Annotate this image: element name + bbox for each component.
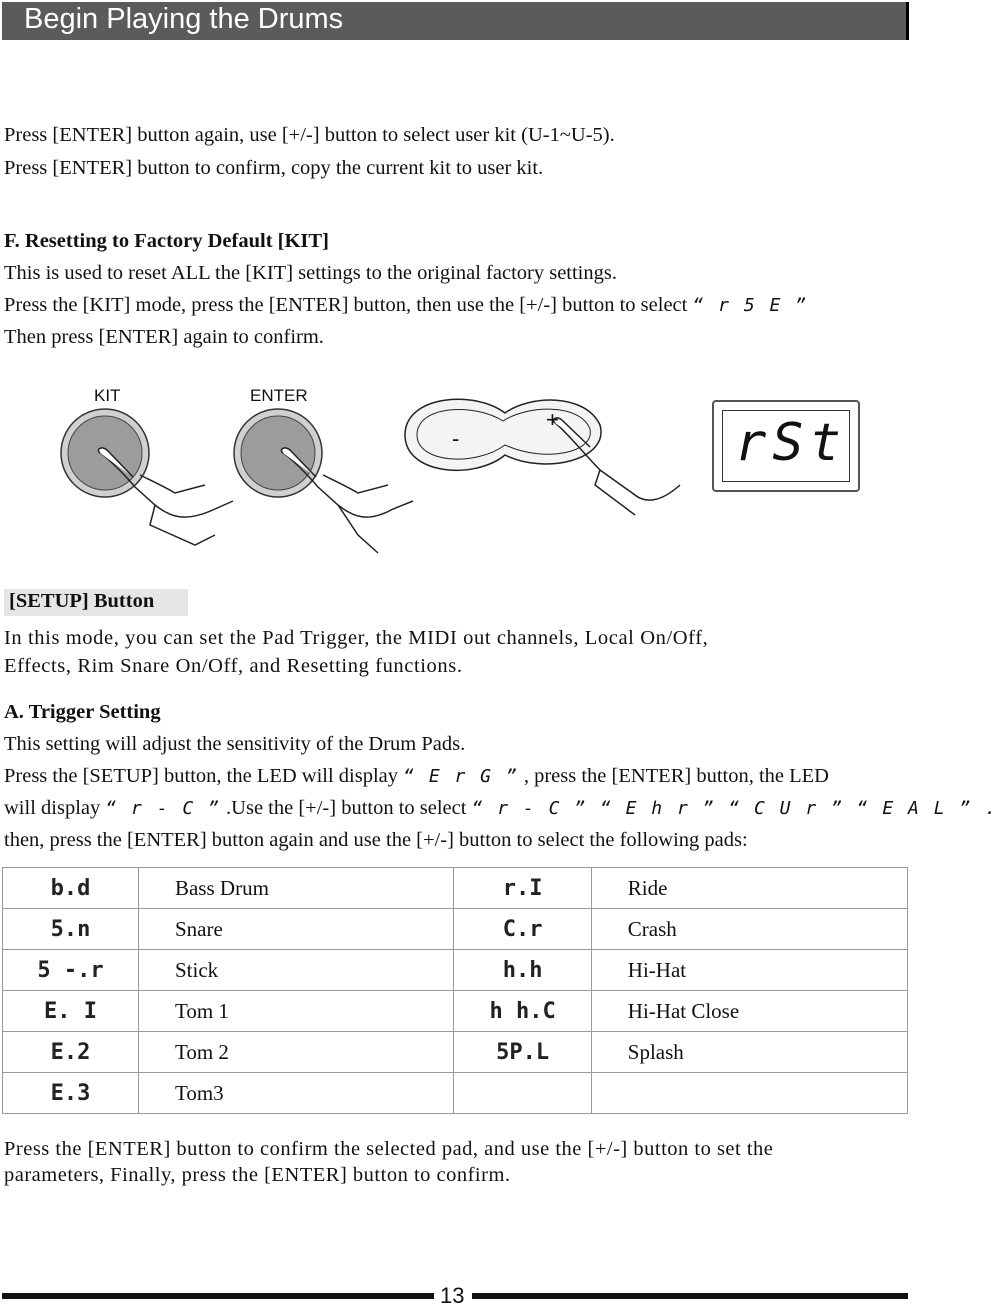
plus-minus-button-illustration [395,385,695,535]
pad-name: Snare [138,909,453,950]
header-bar [2,2,909,40]
pad-name: Tom 1 [138,991,453,1032]
closing-line-2: parameters, Finally, press the [ENTER] button to confirm. [4,1164,511,1186]
pad-name: Tom3 [138,1073,453,1114]
pad-name: Splash [591,1032,907,1073]
led-text-rst: “ r 5 E ” [692,295,809,316]
pad-code: E. I [3,991,139,1032]
pad-name: Bass Drum [138,868,453,909]
setup-section-tag [4,589,188,616]
plus-label: + [546,407,559,432]
enter-label: ENTER [250,386,308,405]
led-text-options: “ r - C ” “ E h r ” “ C U r ” “ E A L ” . [471,798,998,819]
pad-code: 5 -.r [3,950,139,991]
section-f-heading: F. Resetting to Factory Default [KIT] [4,230,329,252]
page-title: Begin Playing the Drums [24,3,344,35]
led-text-rc: “ r - C ” [105,798,221,819]
kit-label: KIT [94,386,121,405]
section-a-line-2 [4,765,829,788]
setup-desc-1: In this mode, you can set the Pad Trigger, the MIDI out channels, Local On/Off, [4,627,709,649]
intro-line-1: Press [ENTER] button again, use [+/-] button to select user kit (U-1~U-5). [4,124,615,146]
pad-code: 5.n [3,909,139,950]
led-display [712,400,860,492]
page-number: 13 [440,1283,465,1308]
section-a-line-2-text-a: Press the [SETUP] button, the LED will display [4,765,399,787]
table-row [3,950,908,991]
footer-rule-left [2,1293,434,1299]
pad-name [591,1073,907,1114]
pad-name: Stick [138,950,453,991]
pad-code: h.h [454,950,591,991]
section-f-line-3: Then press [ENTER] again to confirm. [4,326,324,348]
closing-line-1: Press the [ENTER] button to confirm the selected pad, and use the [+/-] button to set the [4,1138,774,1160]
setup-section-title: [SETUP] Button [9,590,155,612]
setup-desc-2: Effects, Rim Snare On/Off, and Resetting functions. [4,655,463,677]
pad-code: r.I [454,868,591,909]
pad-code: C.r [454,909,591,950]
footer-rule-right [472,1293,908,1299]
pad-code: h h.C [454,991,591,1032]
section-a-line-4: then, press the [ENTER] button again and use the [+/-] button to select the following pads: [4,829,748,851]
pad-table [2,867,908,1114]
section-f-line-1: This is used to reset ALL the [KIT] settings to the original factory settings. [4,262,617,284]
pad-code: E.2 [3,1032,139,1073]
minus-label: - [452,426,460,451]
pad-name: Ride [591,868,907,909]
pad-code: 5P.L [454,1032,591,1073]
led-display-inner [722,410,850,482]
section-f-line-2 [4,294,808,317]
table-row [3,909,908,950]
section-a-line-1: This setting will adjust the sensitivity of the Drum Pads. [4,733,466,755]
intro-line-2: Press [ENTER] button to confirm, copy the current kit to user kit. [4,157,544,179]
led-display-text: rSt [735,413,847,473]
led-text-trg: “ E r G ” [403,766,519,787]
pad-code: E.3 [3,1073,139,1114]
table-row [3,868,908,909]
pad-name: Hi-Hat Close [591,991,907,1032]
pad-name: Hi-Hat [591,950,907,991]
pad-code: b.d [3,868,139,909]
section-a-line-3 [4,797,998,820]
pad-name: Tom 2 [138,1032,453,1073]
table-row [3,1073,908,1114]
pad-name: Crash [591,909,907,950]
table-row [3,1032,908,1073]
section-a-heading: A. Trigger Setting [4,701,161,723]
table-row [3,991,908,1032]
section-a-line-3-text-a: will display [4,797,101,819]
section-f-line-2-text: Press the [KIT] mode, press the [ENTER] button, then use the [+/-] button to select [4,294,688,316]
kit-button-illustration [55,405,245,555]
section-a-line-2-text-b: , press the [ENTER] button, the LED [523,765,829,787]
pad-code [454,1073,591,1114]
section-a-line-3-text-b: .Use the [+/-] button to select [226,797,467,819]
